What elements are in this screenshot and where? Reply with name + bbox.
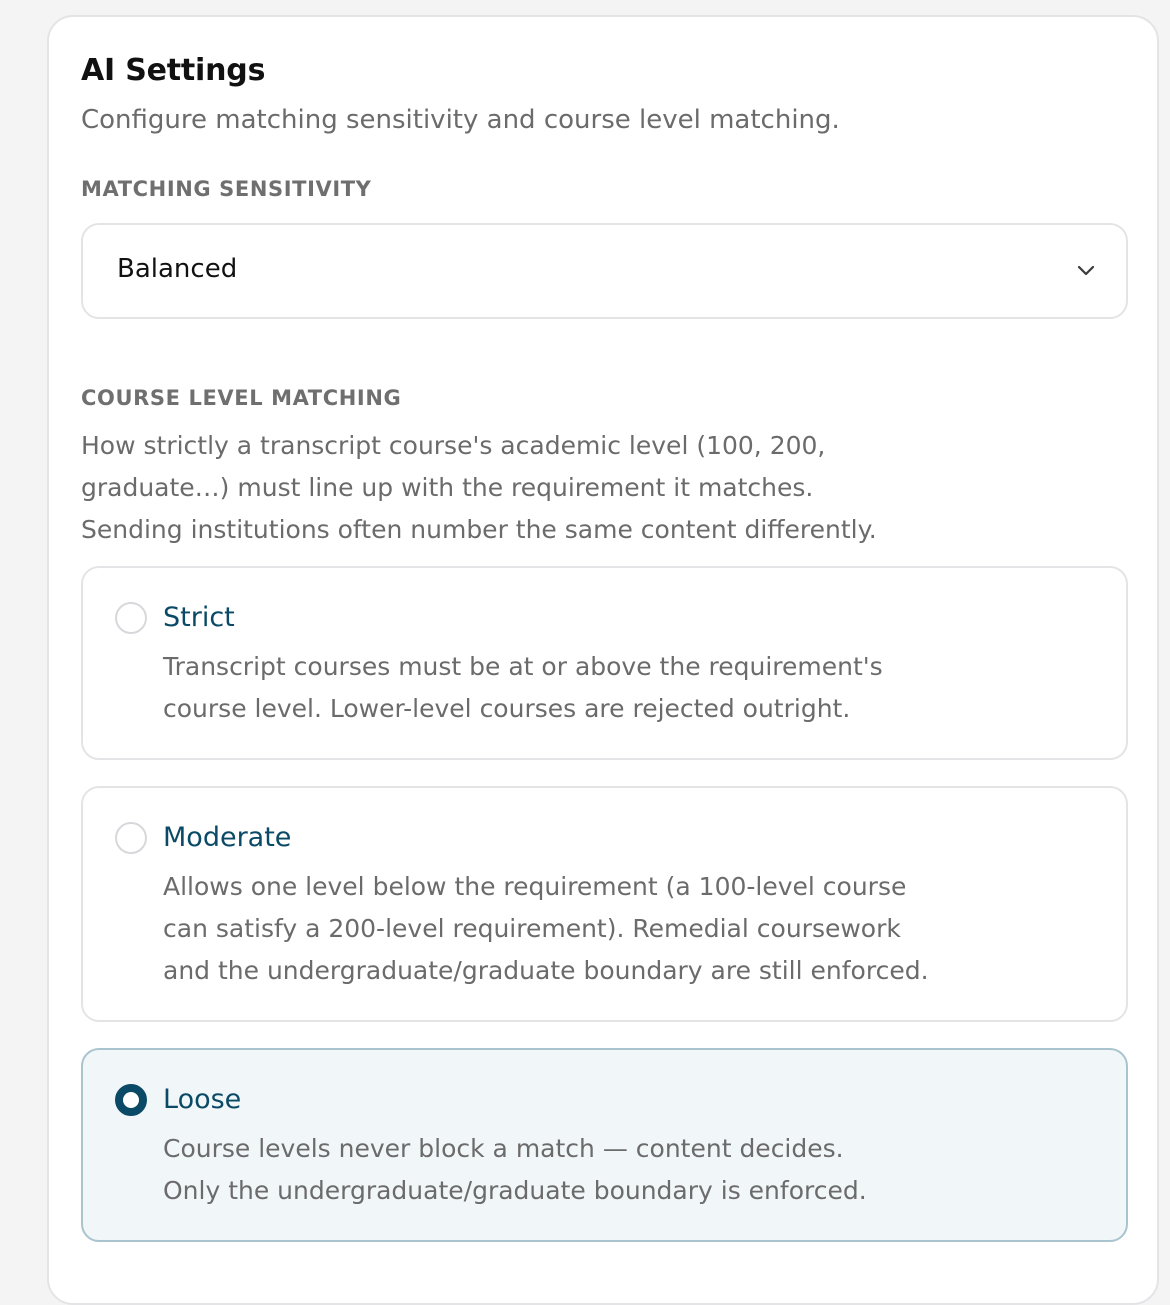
option-description <box>163 1128 1103 1212</box>
course-level-matching-label: COURSE LEVEL MATCHING <box>81 386 402 410</box>
matching-sensitivity-select[interactable] <box>81 223 1128 319</box>
description-line: How strictly a transcript course's academic level (100, 200, <box>81 431 826 460</box>
option-description-line: Only the undergraduate/graduate boundary is enforced. <box>163 1176 867 1205</box>
course-level-description <box>81 425 1041 551</box>
option-title: Loose <box>163 1084 242 1115</box>
radio-loose[interactable] <box>115 1084 147 1116</box>
option-description-line: Transcript courses must be at or above the requirement's <box>163 652 883 681</box>
radio-strict[interactable] <box>115 602 147 634</box>
description-line: graduate…) must line up with the requirement it matches. <box>81 473 814 502</box>
option-description <box>163 866 1103 992</box>
chevron-down-icon <box>1074 259 1098 283</box>
option-title: Strict <box>163 602 235 633</box>
option-title: Moderate <box>163 822 292 853</box>
option-description-line: course level. Lower-level courses are rejected outright. <box>163 694 851 723</box>
option-strict[interactable] <box>81 566 1128 760</box>
option-description-line: Course levels never block a match — content decides. <box>163 1134 844 1163</box>
select-value: Balanced <box>117 254 238 284</box>
option-description-line: Allows one level below the requirement (a 100-level course <box>163 872 907 901</box>
option-description-line: and the undergraduate/graduate boundary are still enforced. <box>163 956 929 985</box>
ai-settings-card <box>47 15 1159 1305</box>
option-loose[interactable] <box>81 1048 1128 1242</box>
card-title: AI Settings <box>81 53 266 88</box>
description-line: Sending institutions often number the same content differently. <box>81 515 877 544</box>
matching-sensitivity-label: MATCHING SENSITIVITY <box>81 177 372 201</box>
option-moderate[interactable] <box>81 786 1128 1022</box>
option-description-line: can satisfy a 200-level requirement). Remedial coursework <box>163 914 901 943</box>
option-description <box>163 646 1103 730</box>
card-subtitle: Configure matching sensitivity and course level matching. <box>81 105 840 135</box>
radio-moderate[interactable] <box>115 822 147 854</box>
